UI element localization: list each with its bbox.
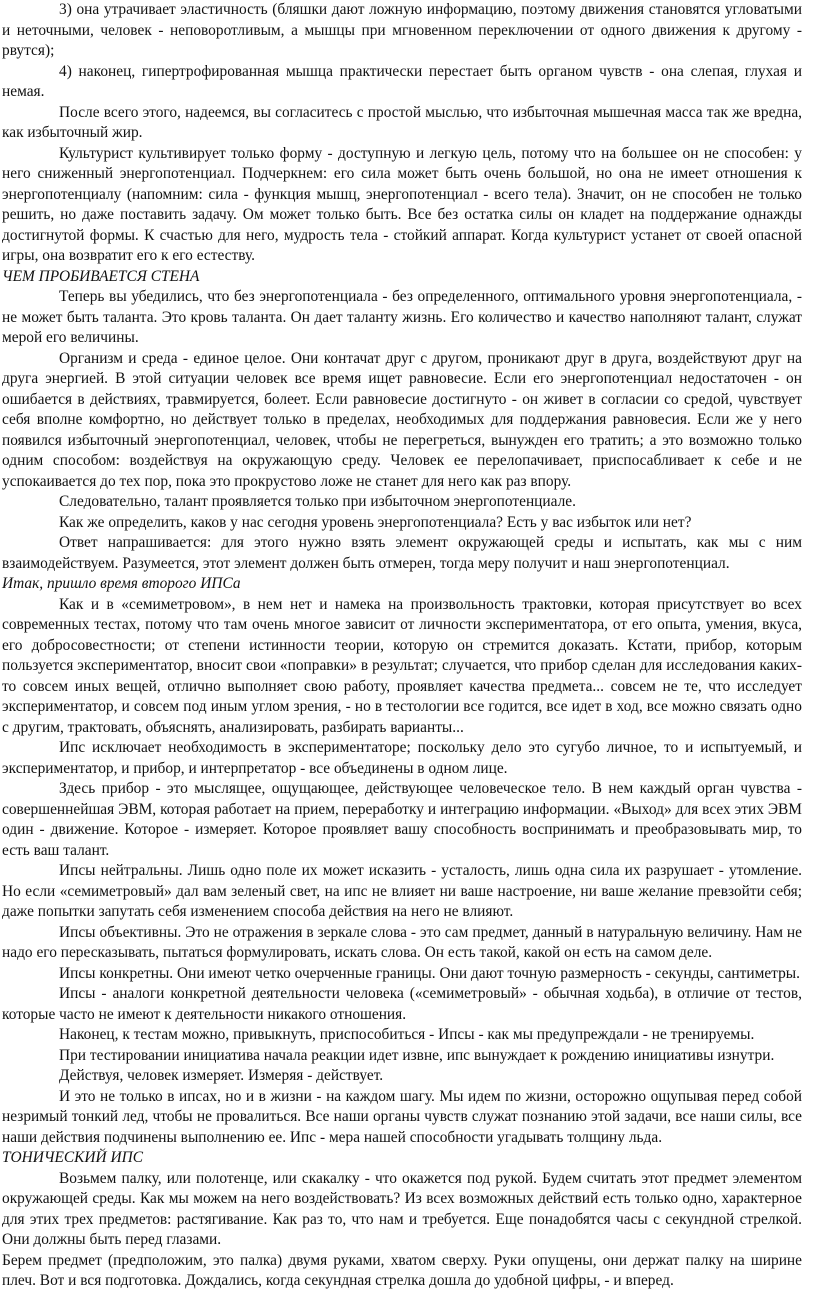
paragraph: Действуя, человек измеряет. Измеряя - действует.: [59, 1067, 384, 1084]
paragraph: Ипсы нейтральны. Лишь одно поле их может исказить - усталость, лишь одна сила их разрушает - утомление. Но если «семиметровый» дал вам зеленый свет, на ипс не влияет ни ваше настроение, ни ваше желание превзойти себя; даже попытки запутать себя изменением способа действия на него не влияют.: [2, 862, 802, 920]
paragraph: Ипсы объективны. Это не отражения в зеркале слова - это сам предмет, данный в натуральную величину. Нам не надо его пересказывать, пытаться формулировать, искать слова. Он есть такой, какой он есть на самом деле.: [2, 923, 802, 961]
paragraph: Как же определить, каков у нас сегодня уровень энергопотенциала? Есть у вас избыток или нет?: [59, 513, 692, 531]
paragraph: Ипс исключает необходимость в экспериментаторе; поскольку дело это сугубо личное, то и испытуемый, и экспериментатор, и прибор, и интерпретатор - все объединены в одном лице.: [2, 739, 802, 777]
paragraph: Наконец, к тестам можно, привыкнуть, приспособиться - Ипсы - как мы предупреждали - не тренируемы.: [59, 1026, 755, 1043]
paragraph: Как и в «семиметровом», в нем нет и намека на произвольность трактовки, которая присутствует во всех современных тестах, потому что там очень многое зависит от личности экспериментатора, от его опыта, умения, вкуса, его добросовестности; от степени истинности теории, которую он стремится доказать. Кстати, прибор, которым пользуется экспериментатор, вносит свои «поправки» в результат; случается, что прибор сделан для исследования каких-то совсем иных вещей, отлично выполняет свою работу, проявляет качества предмета... совсем не те, что исследует экспериментатор, и совсем под иным углом зрения, - но в тестологии все годится, все идет в ход, все можно связать одно с другим, трактовать, объяснять, анализировать, разбирать варианты...: [2, 595, 802, 736]
paragraph: Здесь прибор - это мыслящее, ощущающее, действующее человеческое тело. В нем каждый орган чувства - совершеннейшая ЭВМ, которая работает на прием, переработку и интеграцию информации. «Выход» для всех этих ЭВМ один - движение. Которое - измеряет. Которое проявляет вашу способность воспринимать и преобразовывать мир, то есть ваш талант.: [2, 780, 802, 859]
paragraph: Теперь вы убедились, что без энергопотенциала - без определенного, оптимального уровня энергопотенциала, - не может быть таланта. Это кровь таланта. Он дает таланту жизнь. Его количество и качество наполняют талант, служат мерой его величины.: [2, 288, 802, 346]
paragraph: Ипсы конкретны. Они имеют четко очерченные границы. Они дают точную размерность - секунды, сантиметры.: [59, 964, 800, 982]
paragraph: При тестировании инициатива начала реакции идет извне, ипс вынуждает к рождению инициативы изнутри.: [59, 1046, 775, 1064]
paragraph: И это не только в ипсах, но и в жизни - на каждом шагу. Мы идем по жизни, осторожно ощупывая перед собой незримый тонкий лед, чтобы не провалиться. Все наши органы чувств служат познанию этой задачи, все наши силы, все наши действия подчинены выполнению ее. Ипс - мера нашей способности угадывать толщину льда.: [2, 1087, 802, 1146]
section-heading: ЧЕМ ПРОБИВАЕТСЯ СТЕНА: [2, 267, 200, 285]
paragraph: Возьмем палку, или полотенце, или скакалку - что окажется под рукой. Будем считать этот предмет элементом окружающей среды. Как мы можем на него воздействовать? Из всех возможных действий есть только одно, характерное для этих трех предметов: растягивание. Как раз то, что нам и требуется. Еще понадобятся часы с секундной стрелкой. Они должны быть перед глазами.: [2, 1169, 802, 1248]
paragraph: Берем предмет (предположим, это палка) двумя руками, хватом сверху. Руки опущены, они держат палку на ширине плеч. Вот и вся подготовка. Дождались, когда секундная стрелка дошла до удобной цифры, - и вперед.: [2, 1251, 802, 1289]
paragraph: Ответ напрашивается: для этого нужно взять элемент окружающей среды и испытать, как мы с ним взаимодействуем. Разумеется, этот элемент должен быть отмерен, тогда меру получит и наш энергопотенциал.: [2, 534, 802, 572]
paragraph: После всего этого, надеемся, вы согласитесь с простой мыслью, что избыточная мышечная масса так же вредна, как избыточный жир.: [2, 103, 802, 141]
paragraph: Культурист культивирует только форму - доступную и легкую цель, потому что на большее он не способен: у него сниженный энергопотенциал. Подчеркнем: его сила может быть очень большой, но она не имеет отношения к энергопотенциалу (напомним: сила - функция мышц, энергопотенциал - всего тела). Значит, он не способен не только решить, но даже поставить задачу. Ом может только быть. Все без остатка силы он кладет на поддержание однажды достигнутой формы. К счастью для него, мудрость тела - стойкий аппарат. Когда культурист устанет от своей опасной игры, она возвратит его к его естеству.: [2, 144, 802, 264]
paragraph: 3) она утрачивает эластичность (бляшки дают ложную информацию, поэтому движения становятся угловатыми и неточными, человек - неповоротливым, а мышцы при мгновенном переключении от одного движения к другому - рвутся);: [2, 1, 802, 59]
paragraph: Ипсы - аналоги конкретной деятельности человека («семиметровый» - обычная ходьба), в отличие от тестов, которые часто не имеют к деятельности никакого отношения.: [2, 985, 802, 1023]
paragraph: 4) наконец, гипертрофированная мышца практически перестает быть органом чувств - она слепая, глухая и немая.: [2, 62, 802, 100]
section-heading: ТОНИЧЕСКИЙ ИПС: [2, 1149, 143, 1166]
paragraph: Организм и среда - единое целое. Они контачат друг с другом, проникают друг в друга, воздействуют друг на друга энергией. В этой ситуации человек все время ищет равновесие. Если его энергопотенциал недостаточен - он ошибается в действиях, травмируется, болеет. Если равновесие достигнуто - он живет в согласии со средой, чувствует себя вполне комфортно, но действует только в пределах, необходимых для поддержания равновесия. Если же у него появился избыточный энергопотенциал, человек, чтобы не перегреться, вынужден его тратить; а это возможно только одним способом: воздействуя на окружающую среду. Человек ее перелопачивает, приспосабливает к себе и не успокаивается до тех пор, пока это прокрустово ложе не станет для него как раз впору.: [2, 349, 802, 490]
section-heading: Итак, пришло время второго ИПСа: [2, 575, 241, 592]
paragraph: Следовательно, талант проявляется только при избыточном энергопотенциале.: [59, 493, 576, 510]
